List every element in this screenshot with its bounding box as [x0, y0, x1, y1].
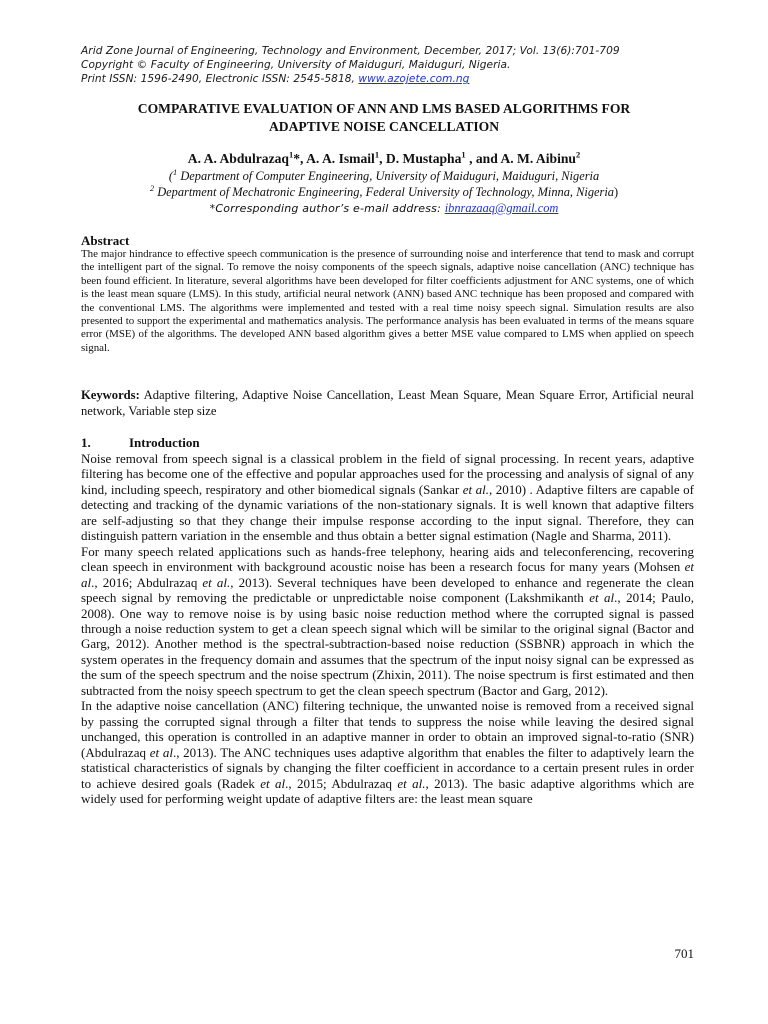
author-3: D. Mustapha	[385, 151, 462, 166]
affiliation-2	[60, 184, 708, 200]
author-3-affiliation: 1	[461, 149, 466, 160]
paragraph-2	[81, 544, 694, 699]
et-al: et al	[589, 590, 615, 606]
keywords-label: Keywords:	[81, 388, 140, 402]
keywords-text: Adaptive filtering, Adaptive Noise Cancellation, Least Mean Square, Mean Square Error, Artificial neural network, Variable step size	[81, 388, 694, 418]
corresponding-email-link[interactable]: ibnrazaaq@gmail.com	[444, 201, 559, 215]
et-al: et al	[81, 559, 694, 590]
section-title: Introduction	[129, 435, 200, 450]
author-2: A. A. Ismail	[306, 151, 375, 166]
author-1-affiliation: 1	[289, 149, 294, 160]
paragraph-3-text-c: ., 2015; Abdulrazaq	[285, 775, 398, 791]
journal-website-link[interactable]: www.azojete.com.ng	[358, 73, 470, 86]
et-al: et al	[149, 744, 173, 760]
section-number: 1.	[81, 435, 91, 450]
paragraph-3	[81, 698, 694, 806]
author-list	[60, 150, 708, 168]
paragraph-2-text-c: 2013). Several techniques have been developed to enhance and regenerate the clean speech signal by removing the predictable or unpredictable noise component (Lakshmikanth	[81, 574, 694, 606]
paragraph-1-text-b: 2010) . Adaptive filters are capable of detecting and tracking of the dynamic variations of the non-stationary signals. It is well known that adaptive filters are self-adjusting so that they change their impulse response according to the input signal. Therefore, they can distinguish pattern variation in the ensemble and thus obtain a better signal estimation (Nagle and Sharma, 2011).	[81, 481, 694, 544]
affiliation-close-paren: )	[613, 185, 619, 199]
journal-issn	[81, 72, 721, 86]
author-1: A. A. Abdulrazaq	[187, 151, 289, 166]
et-al: et al.,	[462, 481, 493, 497]
paper-title-line-2: ADAPTIVE NOISE CANCELLATION	[268, 119, 500, 134]
et-al: et al.	[397, 775, 426, 791]
abstract-text: The major hindrance to effective speech communication is the presence of surrounding noise and interference that tend to mask and corrupt the intelligent part of the signal. To remove the noisy components of the speech signals, adaptive noise cancellation (ANC) technique has been found efficient. In literature, several algorithms have been developed for filter coefficients adjustment for ANC systems, one of which is the least mean square (LMS). In this study, artificial neural network (ANN) based ANC technique has been proposed and compared with the conventional LMS. The algorithms were implemented and tested with a real time noisy speech signal. Simulation results are also presented to support the experimental and mathematics analysis. The performance analysis has been evaluated in terms of the means square error (MSE) of the algorithms. The developed ANN based algorithm gives a better MSE value compared to LMS when applied on speech signal.	[81, 248, 694, 354]
keywords	[81, 388, 694, 419]
section-body	[81, 451, 694, 806]
author-4: A. M. Aibinu	[500, 151, 576, 166]
paragraph-1-text-a: Noise removal from speech signal is a classical problem in the field of signal processing. In recent years, adaptive filtering has become one of the effective and popular approaches used for the processing and analysis of signal of any kind, including speech, respiratory and other biomedical signals (Sankar	[81, 451, 694, 497]
paper-title-line-1: COMPARATIVE EVALUATION OF ANN AND LMS BASED ALGORITHMS FOR	[137, 101, 631, 116]
affiliation-1	[60, 168, 708, 184]
paragraph-1	[81, 451, 694, 544]
paragraph-2-text-d: ., 2014; Paulo, 2008). One way to remove noise is by using basic noise reduction method where the corrupted signal is passed through a noise reduction system to get a clean speech signal which will be similar to the original signal (Bactor and Garg, 2012). Another method is the spectral-subtraction-based noise reduction (SSBNR) approach in which the system operates in the frequency domain and assumes that the spectrum of the input noisy signal can be expressed as the sum of the speech spectrum and the noise spectrum (Zhixin, 2011). The noise spectrum is first estimated and then subtracted from the noisy speech spectrum to get the clean speech spectrum (Bactor and Garg, 2012).	[81, 590, 694, 698]
et-al: et al.,	[202, 574, 234, 590]
affiliation-2-sup: 2	[149, 182, 155, 193]
corresponding-author	[60, 200, 708, 217]
author-2-affiliation: 1	[374, 149, 380, 160]
affiliation-1-text: Department of Computer Engineering, University of Maiduguri, Maiduguri, Nigeria	[177, 169, 600, 183]
journal-header	[81, 44, 721, 87]
paragraph-2-text-b: ., 2016; Abdulrazaq	[91, 574, 203, 590]
author-separator: ,	[379, 151, 386, 166]
corresponding-author-label: *Corresponding author’s e-mail address:	[209, 202, 445, 215]
affiliation-1-sup: 1	[172, 166, 178, 177]
affiliation-open-paren: (	[168, 169, 173, 183]
page-number: 701	[674, 946, 694, 961]
paragraph-3-text-d: , 2013). The basic adaptive algorithms which are widely used for performing weight update of adaptive filters are: the least mean square	[81, 775, 695, 806]
paper-title	[60, 100, 708, 136]
corresponding-mark: *,	[293, 151, 307, 166]
paragraph-3-text-b: ., 2013). The ANC techniques uses adaptive algorithm that enables the filter to adaptively learn the statistical characteristics of signals by changing the filter coefficient in accordance to a certain present rules in order to achieve desired goals (Radek	[81, 744, 694, 791]
journal-issn-text: Print ISSN: 1596-2490, Electronic ISSN: 2545-5818,	[81, 73, 359, 86]
author-4-affiliation: 2	[575, 149, 581, 160]
abstract-heading: Abstract	[81, 233, 130, 248]
journal-citation: Arid Zone Journal of Engineering, Technology and Environment, December, 2017; Vol. 13(6):701-709	[81, 45, 620, 57]
et-al: et al	[260, 775, 286, 791]
paragraph-2-text-a: For many speech related applications such as hands-free telephony, hearing aids and teleconferencing, recovering clean speech in environment with background acoustic noise has been a research focus for many years (Mohsen	[81, 543, 694, 575]
section-heading	[81, 435, 200, 451]
author-separator-and: , and	[465, 151, 501, 166]
affiliation-2-text: Department of Mechatronic Engineering, Federal University of Technology, Minna, Nigeria	[154, 185, 614, 199]
journal-copyright: Copyright © Faculty of Engineering, University of Maiduguri, Maiduguri, Nigeria.	[81, 59, 511, 72]
paragraph-3-text-a: In the adaptive noise cancellation (ANC) filtering technique, the unwanted noise is removed from a received signal by passing the corrupted signal through a filter that tends to suppress the noise while leaving the desired signal unchanged, this operation is controlled in an adaptive manner in order to obtain an improved signal-to-ratio (SNR) (Abdulrazaq	[81, 698, 694, 760]
